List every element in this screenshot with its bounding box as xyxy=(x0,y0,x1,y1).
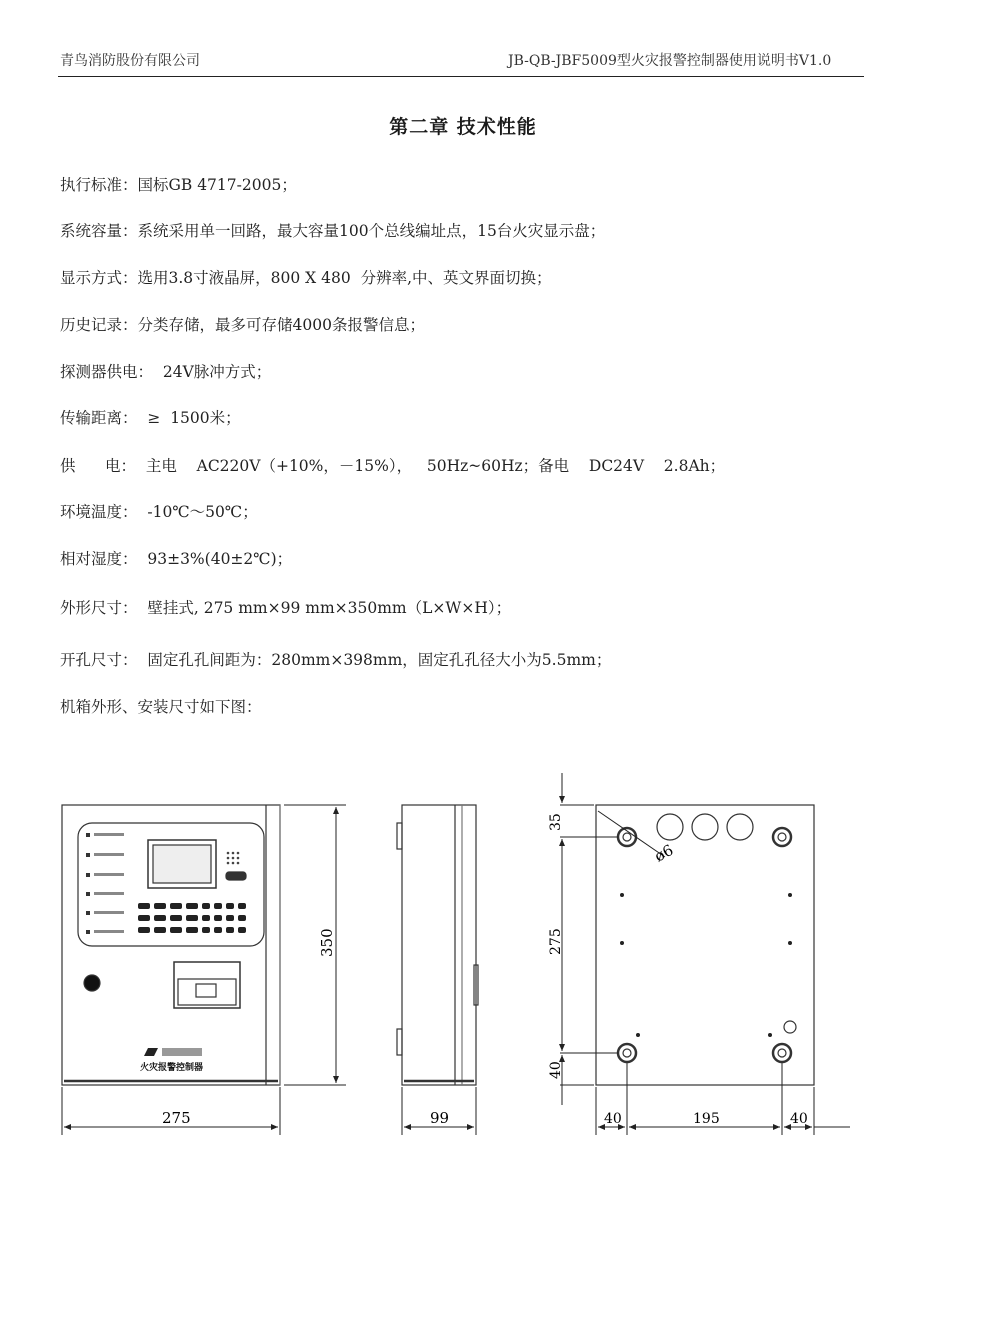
led-indicator-column xyxy=(86,833,124,934)
back-mid-span-dim: 275 xyxy=(548,928,564,955)
keypad xyxy=(138,903,246,933)
spec-capacity: 系统容量：系统采用单一回路，最大容量100个总线编址点，15台火灾显示盘； xyxy=(60,222,606,240)
speaker-grille xyxy=(227,852,240,865)
side-view xyxy=(397,805,478,1085)
cable-knockout xyxy=(657,814,683,840)
front-height-dim: 350 xyxy=(318,928,336,957)
back-right-offset-dim: 40 xyxy=(790,1111,808,1127)
mount-hole-bottom-right xyxy=(773,1044,791,1062)
spec-display: 显示方式：选用3.8寸液晶屏，800 X 480 分辨率,中、英文界面切换； xyxy=(60,269,552,287)
header-divider xyxy=(58,76,864,77)
brand-logo xyxy=(144,1048,202,1056)
header-company: 青鸟消防股份有限公司 xyxy=(60,53,200,69)
back-left-offset-dim: 40 xyxy=(604,1111,622,1127)
header-doc-title: JB-QB-JBF5009型火灾报警控制器使用说明书V1.0 xyxy=(508,53,832,69)
spec-power-supply: 供 电： 主电 AC220V（+10%，－15%）， 50Hz~60Hz；备电 DC24V 2.8Ah； xyxy=(60,457,726,475)
cable-knockout xyxy=(727,814,753,840)
spec-history: 历史记录：分类存储，最多可存储4000条报警信息； xyxy=(60,316,425,334)
spec-humidity: 相对湿度： 93±3%(40±2℃)； xyxy=(60,550,293,568)
spec-dimensions: 外形尺寸： 壁挂式, 275 mm×99 mm×350mm（L×W×H）； xyxy=(60,599,512,617)
side-depth-dim: 99 xyxy=(430,1109,450,1127)
front-width-dim: 275 xyxy=(162,1109,191,1127)
spec-drawing-caption: 机箱外形、安装尺寸如下图： xyxy=(60,698,262,716)
cable-knockout xyxy=(692,814,718,840)
hole-diameter-label: ø6 xyxy=(651,840,677,866)
back-top-offset-dim: 35 xyxy=(548,813,564,831)
spec-distance: 传输距离： ≥ 1500米； xyxy=(60,409,241,427)
spec-detector-power: 探测器供电： 24V脉冲方式； xyxy=(60,363,272,381)
spec-temperature: 环境温度： -10℃～50℃； xyxy=(60,503,258,521)
front-view xyxy=(62,805,280,1085)
back-view xyxy=(596,805,814,1085)
brand-name: 火灾报警控制器 xyxy=(140,1063,204,1073)
cabinet-drawing xyxy=(50,765,870,1145)
back-bottom-offset-dim: 40 xyxy=(548,1061,564,1079)
mount-hole-top-right xyxy=(773,828,791,846)
mount-hole-bottom-left xyxy=(618,1044,636,1062)
back-hole-span-dim: 195 xyxy=(693,1111,720,1127)
chapter-title: 第二章 技术性能 xyxy=(389,116,537,138)
spec-standard: 执行标准：国标GB 4717-2005； xyxy=(60,176,297,194)
spec-mounting-holes: 开孔尺寸： 固定孔孔间距为：280mm×398mm，固定孔孔径大小为5.5mm； xyxy=(60,651,612,669)
